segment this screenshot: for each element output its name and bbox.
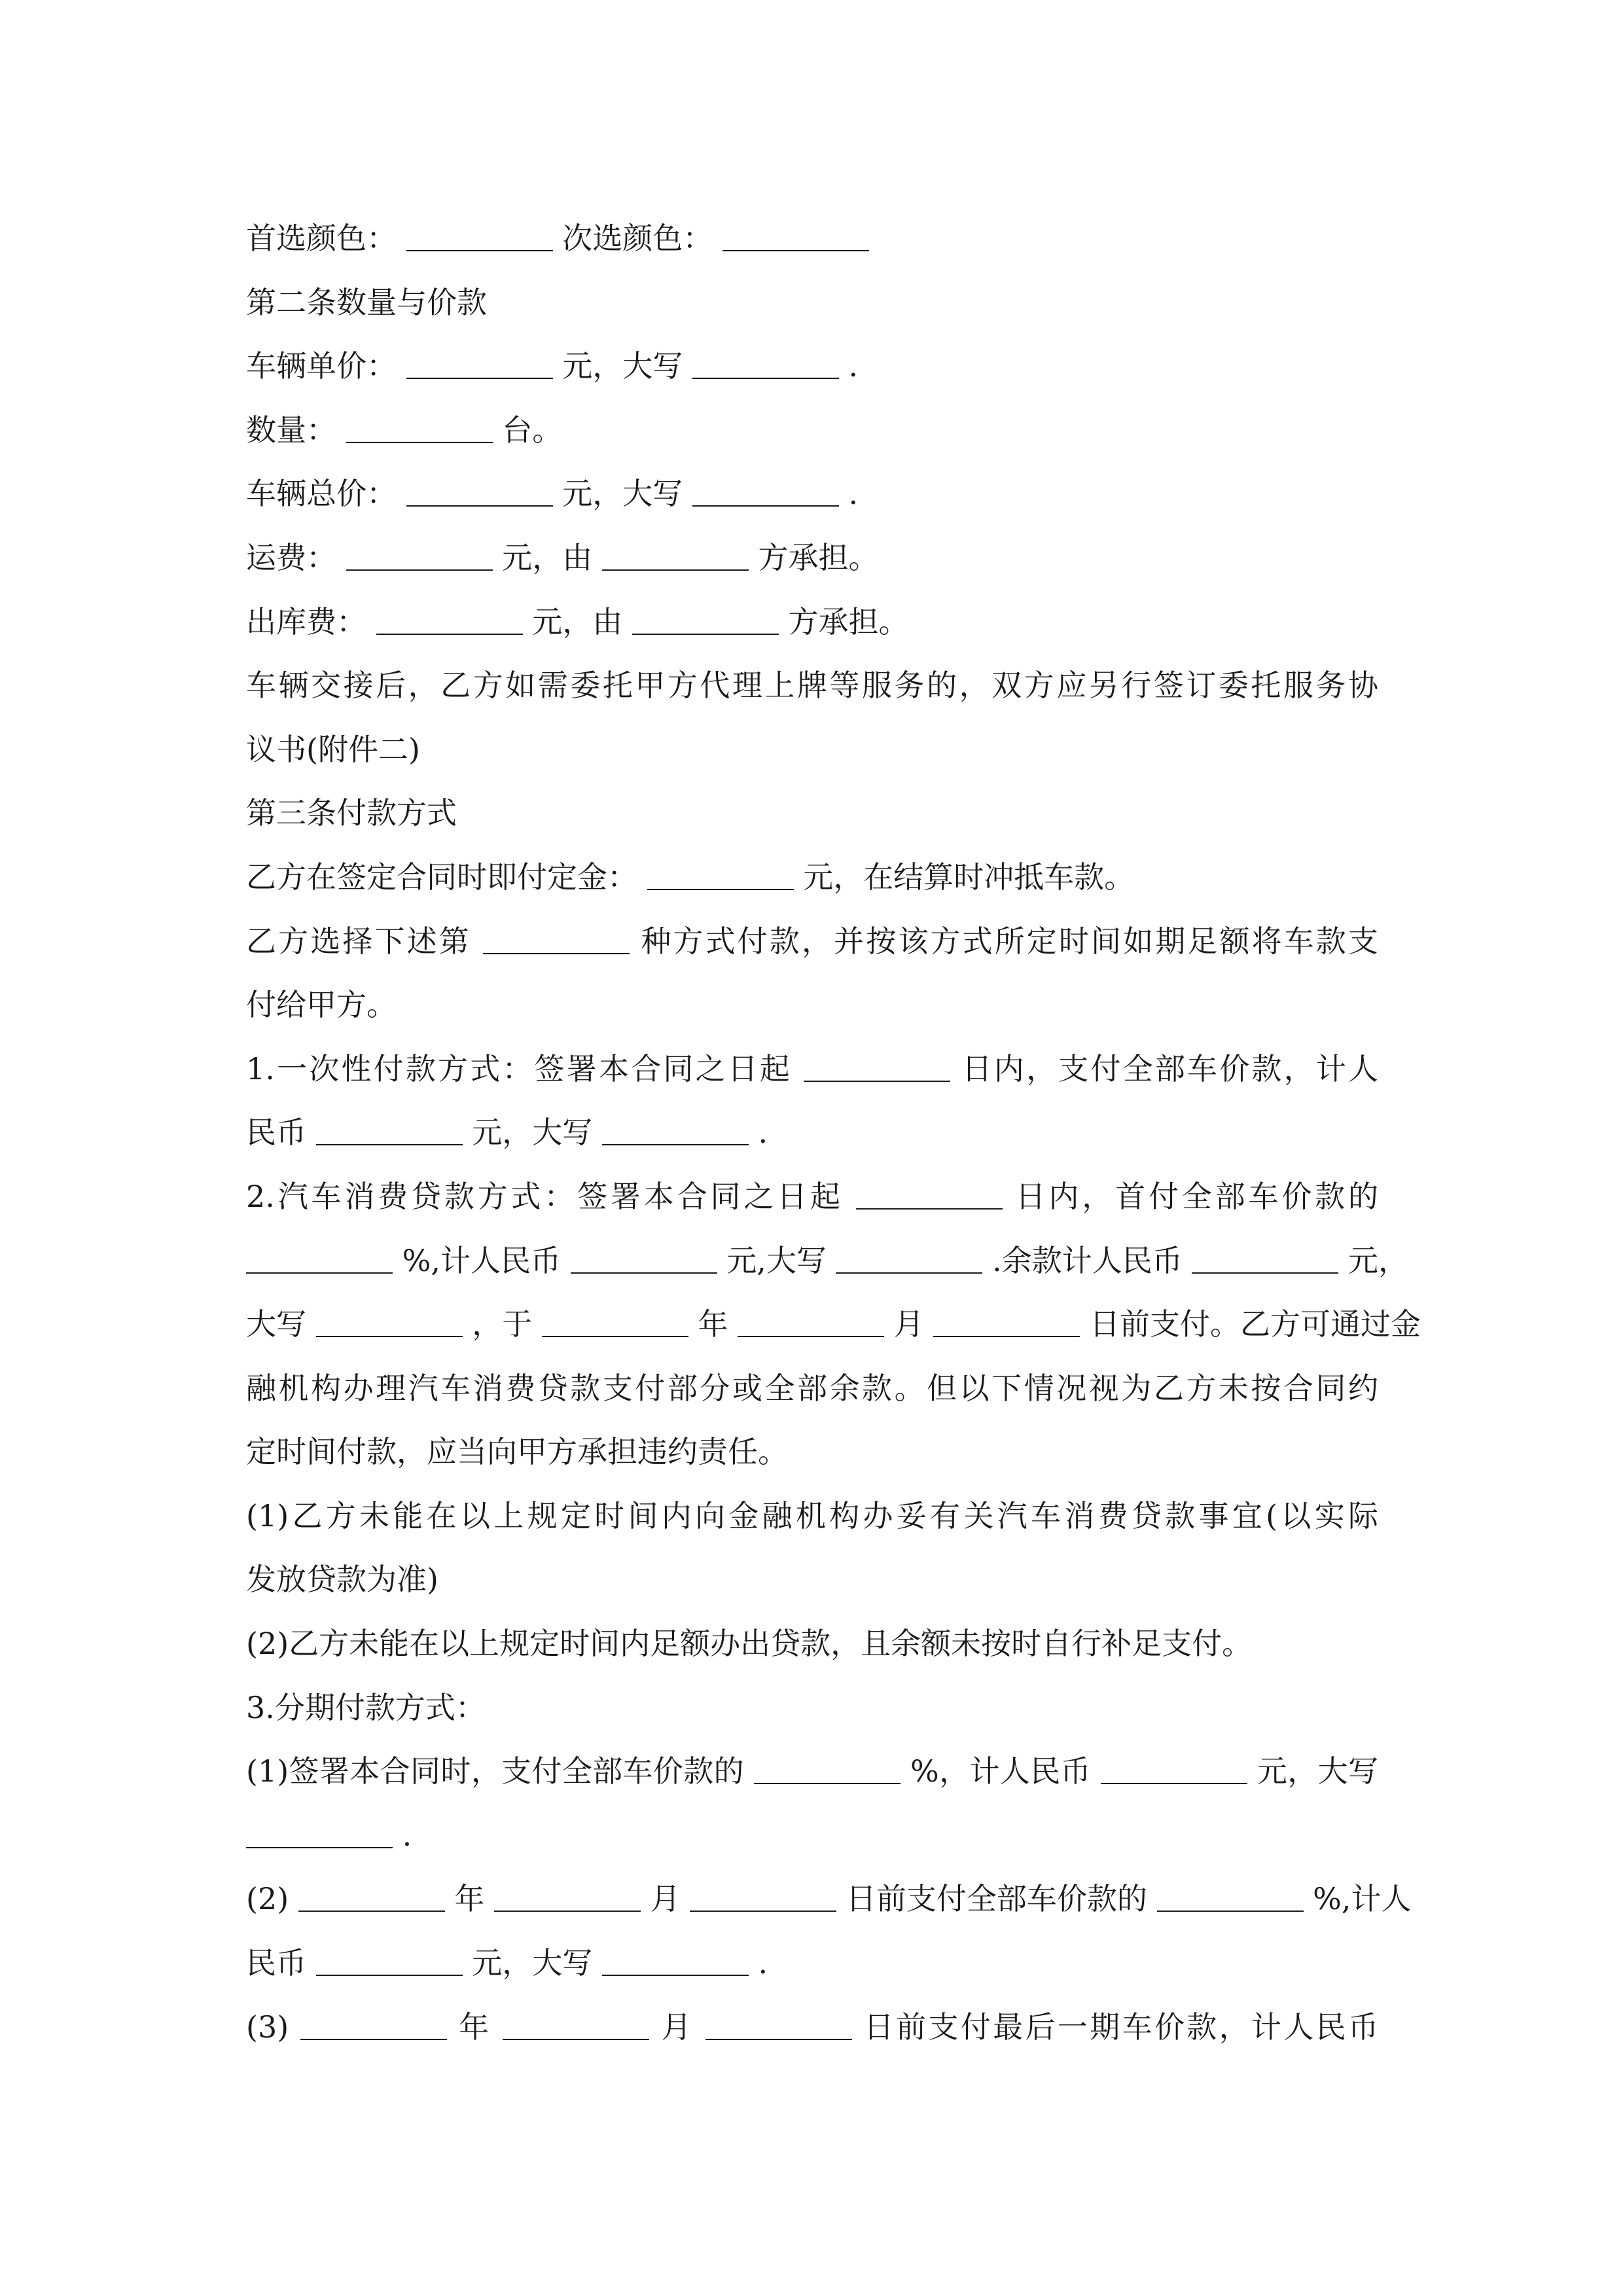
text-line bbox=[246, 1612, 1378, 1676]
text-segment: 元，在结算时冲抵车款。 bbox=[803, 859, 1135, 895]
text-segment: . bbox=[848, 348, 859, 384]
fill-in-blank bbox=[933, 1310, 1080, 1337]
text-segment: 车辆单价： bbox=[246, 348, 397, 384]
text-segment: 种方式付款，并按该方式所定时间如期足额将车款支 bbox=[641, 923, 1379, 959]
text-segment: 年 bbox=[698, 1306, 728, 1342]
text-segment: 3.分期付款方式： bbox=[246, 1689, 486, 1725]
text-line bbox=[246, 1101, 1378, 1165]
fill-in-blank bbox=[1157, 1884, 1304, 1912]
fill-in-blank bbox=[571, 1246, 717, 1274]
text-segment: 第二条数量与价款 bbox=[246, 284, 487, 320]
text-line bbox=[246, 718, 1378, 782]
text-segment: 议书(附件二) bbox=[246, 731, 420, 767]
text-line bbox=[246, 1293, 1421, 1357]
text-segment: .余款计人民币 bbox=[992, 1242, 1183, 1278]
text-segment: 民币 bbox=[246, 1945, 306, 1981]
text-line bbox=[246, 462, 1378, 526]
fill-in-blank bbox=[406, 479, 553, 507]
text-segment: 元,大写 bbox=[726, 1242, 827, 1278]
text-segment: 月 bbox=[650, 1881, 681, 1917]
text-segment: 乙方选择下述第 bbox=[246, 923, 471, 959]
fill-in-blank bbox=[1192, 1246, 1338, 1274]
text-segment: (1)签署本合同时，支付全部车价款的 bbox=[246, 1753, 745, 1789]
text-segment: . bbox=[758, 1115, 768, 1151]
text-line bbox=[246, 1484, 1378, 1549]
text-segment: 出库费： bbox=[246, 603, 366, 639]
fill-in-blank bbox=[542, 1310, 688, 1337]
fill-in-blank bbox=[602, 543, 749, 571]
text-segment: (3) bbox=[246, 2009, 289, 2045]
text-segment: 日内，首付全部车价款的 bbox=[1015, 1178, 1379, 1214]
text-line bbox=[246, 526, 1378, 590]
text-segment: 1.一次性付款方式：签署本合同之日起 bbox=[246, 1050, 793, 1086]
text-segment: 元，大写 bbox=[562, 348, 683, 384]
contract-body bbox=[246, 207, 1421, 2059]
text-line bbox=[246, 1165, 1378, 1229]
fill-in-blank bbox=[346, 543, 493, 571]
text-segment: 车辆交接后，乙方如需委托甲方代理上牌等服务的，双方应另行签订委托服务协 bbox=[246, 668, 1378, 704]
text-segment: 台。 bbox=[502, 412, 563, 448]
text-line bbox=[246, 334, 1378, 399]
text-line bbox=[246, 1229, 1408, 1293]
fill-in-blank bbox=[804, 1054, 950, 1082]
fill-in-blank bbox=[632, 607, 779, 635]
fill-in-blank bbox=[376, 607, 523, 635]
text-line bbox=[246, 1740, 1378, 1804]
fill-in-blank bbox=[602, 1948, 749, 1976]
text-segment: 2.汽车消费贷款方式：签署本合同之日起 bbox=[246, 1178, 844, 1214]
fill-in-blank bbox=[246, 1821, 393, 1848]
text-segment: 首选颜色： bbox=[246, 221, 397, 256]
text-segment: 数量： bbox=[246, 412, 336, 448]
text-line bbox=[246, 781, 1378, 846]
fill-in-blank bbox=[483, 927, 630, 954]
text-segment: (2)乙方未能在以上规定时间内足额办出贷款，且余额未按时自行补足支付。 bbox=[246, 1626, 1253, 1662]
fill-in-blank bbox=[692, 479, 839, 507]
text-segment: 元，大写 bbox=[1257, 1753, 1379, 1789]
text-segment: 元，由 bbox=[532, 603, 623, 639]
text-segment: . bbox=[758, 1945, 768, 1981]
fill-in-blank bbox=[494, 1884, 641, 1912]
text-segment: 大写 bbox=[246, 1306, 306, 1342]
text-segment: %,计人民币 bbox=[402, 1242, 561, 1278]
text-segment: 运费： bbox=[246, 539, 336, 575]
text-segment: 元，大写 bbox=[472, 1115, 593, 1151]
text-segment: 元， bbox=[1347, 1242, 1408, 1278]
text-line bbox=[246, 654, 1378, 718]
fill-in-blank bbox=[692, 351, 839, 379]
fill-in-blank bbox=[406, 351, 553, 379]
fill-in-blank bbox=[647, 863, 794, 890]
text-line bbox=[246, 399, 1378, 463]
text-line bbox=[246, 1676, 1378, 1740]
text-segment: 发放贷款为准) bbox=[246, 1562, 438, 1598]
text-line bbox=[246, 1804, 1378, 1868]
text-line bbox=[246, 207, 1378, 271]
fill-in-blank bbox=[836, 1246, 982, 1274]
text-segment: 元，大写 bbox=[472, 1945, 593, 1981]
fill-in-blank bbox=[856, 1182, 1003, 1210]
fill-in-blank bbox=[705, 2013, 852, 2040]
text-segment: 付给甲方。 bbox=[246, 987, 397, 1023]
text-line bbox=[246, 910, 1378, 974]
text-line bbox=[246, 271, 1378, 335]
text-segment: 月 bbox=[661, 2009, 694, 2045]
text-line bbox=[246, 1037, 1378, 1102]
text-segment: %，计人民币 bbox=[910, 1753, 1091, 1789]
text-segment: 乙方在签定合同时即付定金： bbox=[246, 859, 637, 895]
text-segment: (1)乙方未能在以上规定时间内向金融机构办妥有关汽车消费贷款事宜(以实际 bbox=[246, 1498, 1378, 1534]
fill-in-blank bbox=[690, 1884, 836, 1912]
fill-in-blank bbox=[246, 1246, 393, 1274]
text-segment: 元，大写 bbox=[562, 476, 683, 512]
text-segment: 日前支付全部车价款的 bbox=[846, 1881, 1147, 1917]
fill-in-blank bbox=[406, 224, 553, 251]
text-segment: 月 bbox=[893, 1306, 924, 1342]
text-segment: 日内，支付全部车价款，计人 bbox=[961, 1050, 1379, 1086]
text-segment: 第三条付款方式 bbox=[246, 795, 457, 831]
text-line bbox=[246, 1996, 1378, 2060]
fill-in-blank bbox=[722, 224, 869, 251]
text-segment: 日前支付最后一期车价款，计人民币 bbox=[863, 2009, 1379, 2045]
text-segment: . bbox=[848, 476, 859, 512]
fill-in-blank bbox=[346, 416, 493, 443]
text-line bbox=[246, 1931, 1378, 1996]
text-segment: . bbox=[402, 1817, 412, 1853]
text-segment: (2) bbox=[246, 1881, 289, 1917]
text-segment: 融机构办理汽车消费贷款支付部分或全部余款。但以下情况视为乙方未按合同约 bbox=[246, 1370, 1378, 1406]
fill-in-blank bbox=[602, 1118, 749, 1145]
fill-in-blank bbox=[503, 2013, 649, 2040]
fill-in-blank bbox=[300, 2013, 447, 2040]
text-segment: 次选颜色： bbox=[562, 221, 713, 256]
text-segment: 日前支付。乙方可通过金 bbox=[1090, 1306, 1421, 1342]
text-line bbox=[246, 590, 1378, 655]
text-segment: 年 bbox=[454, 1881, 485, 1917]
text-line bbox=[246, 1548, 1378, 1612]
fill-in-blank bbox=[316, 1948, 463, 1976]
text-segment: 民币 bbox=[246, 1115, 306, 1151]
text-line bbox=[246, 846, 1378, 910]
fill-in-blank bbox=[316, 1118, 463, 1145]
fill-in-blank bbox=[316, 1310, 463, 1337]
text-segment: 元，由 bbox=[502, 539, 593, 575]
text-segment: 定时间付款，应当向甲方承担违约责任。 bbox=[246, 1434, 788, 1470]
fill-in-blank bbox=[738, 1310, 884, 1337]
fill-in-blank bbox=[1101, 1757, 1247, 1784]
fill-in-blank bbox=[754, 1757, 901, 1784]
text-line bbox=[246, 1867, 1412, 1931]
text-segment: 年 bbox=[459, 2009, 491, 2045]
text-segment: 方承担。 bbox=[788, 603, 909, 639]
text-segment: ，于 bbox=[472, 1306, 533, 1342]
text-line bbox=[246, 1420, 1378, 1484]
text-line bbox=[246, 973, 1378, 1037]
text-segment: 车辆总价： bbox=[246, 476, 397, 512]
text-line bbox=[246, 1357, 1378, 1421]
fill-in-blank bbox=[298, 1884, 445, 1912]
text-segment: %,计人 bbox=[1313, 1881, 1412, 1917]
text-segment: 方承担。 bbox=[758, 539, 879, 575]
